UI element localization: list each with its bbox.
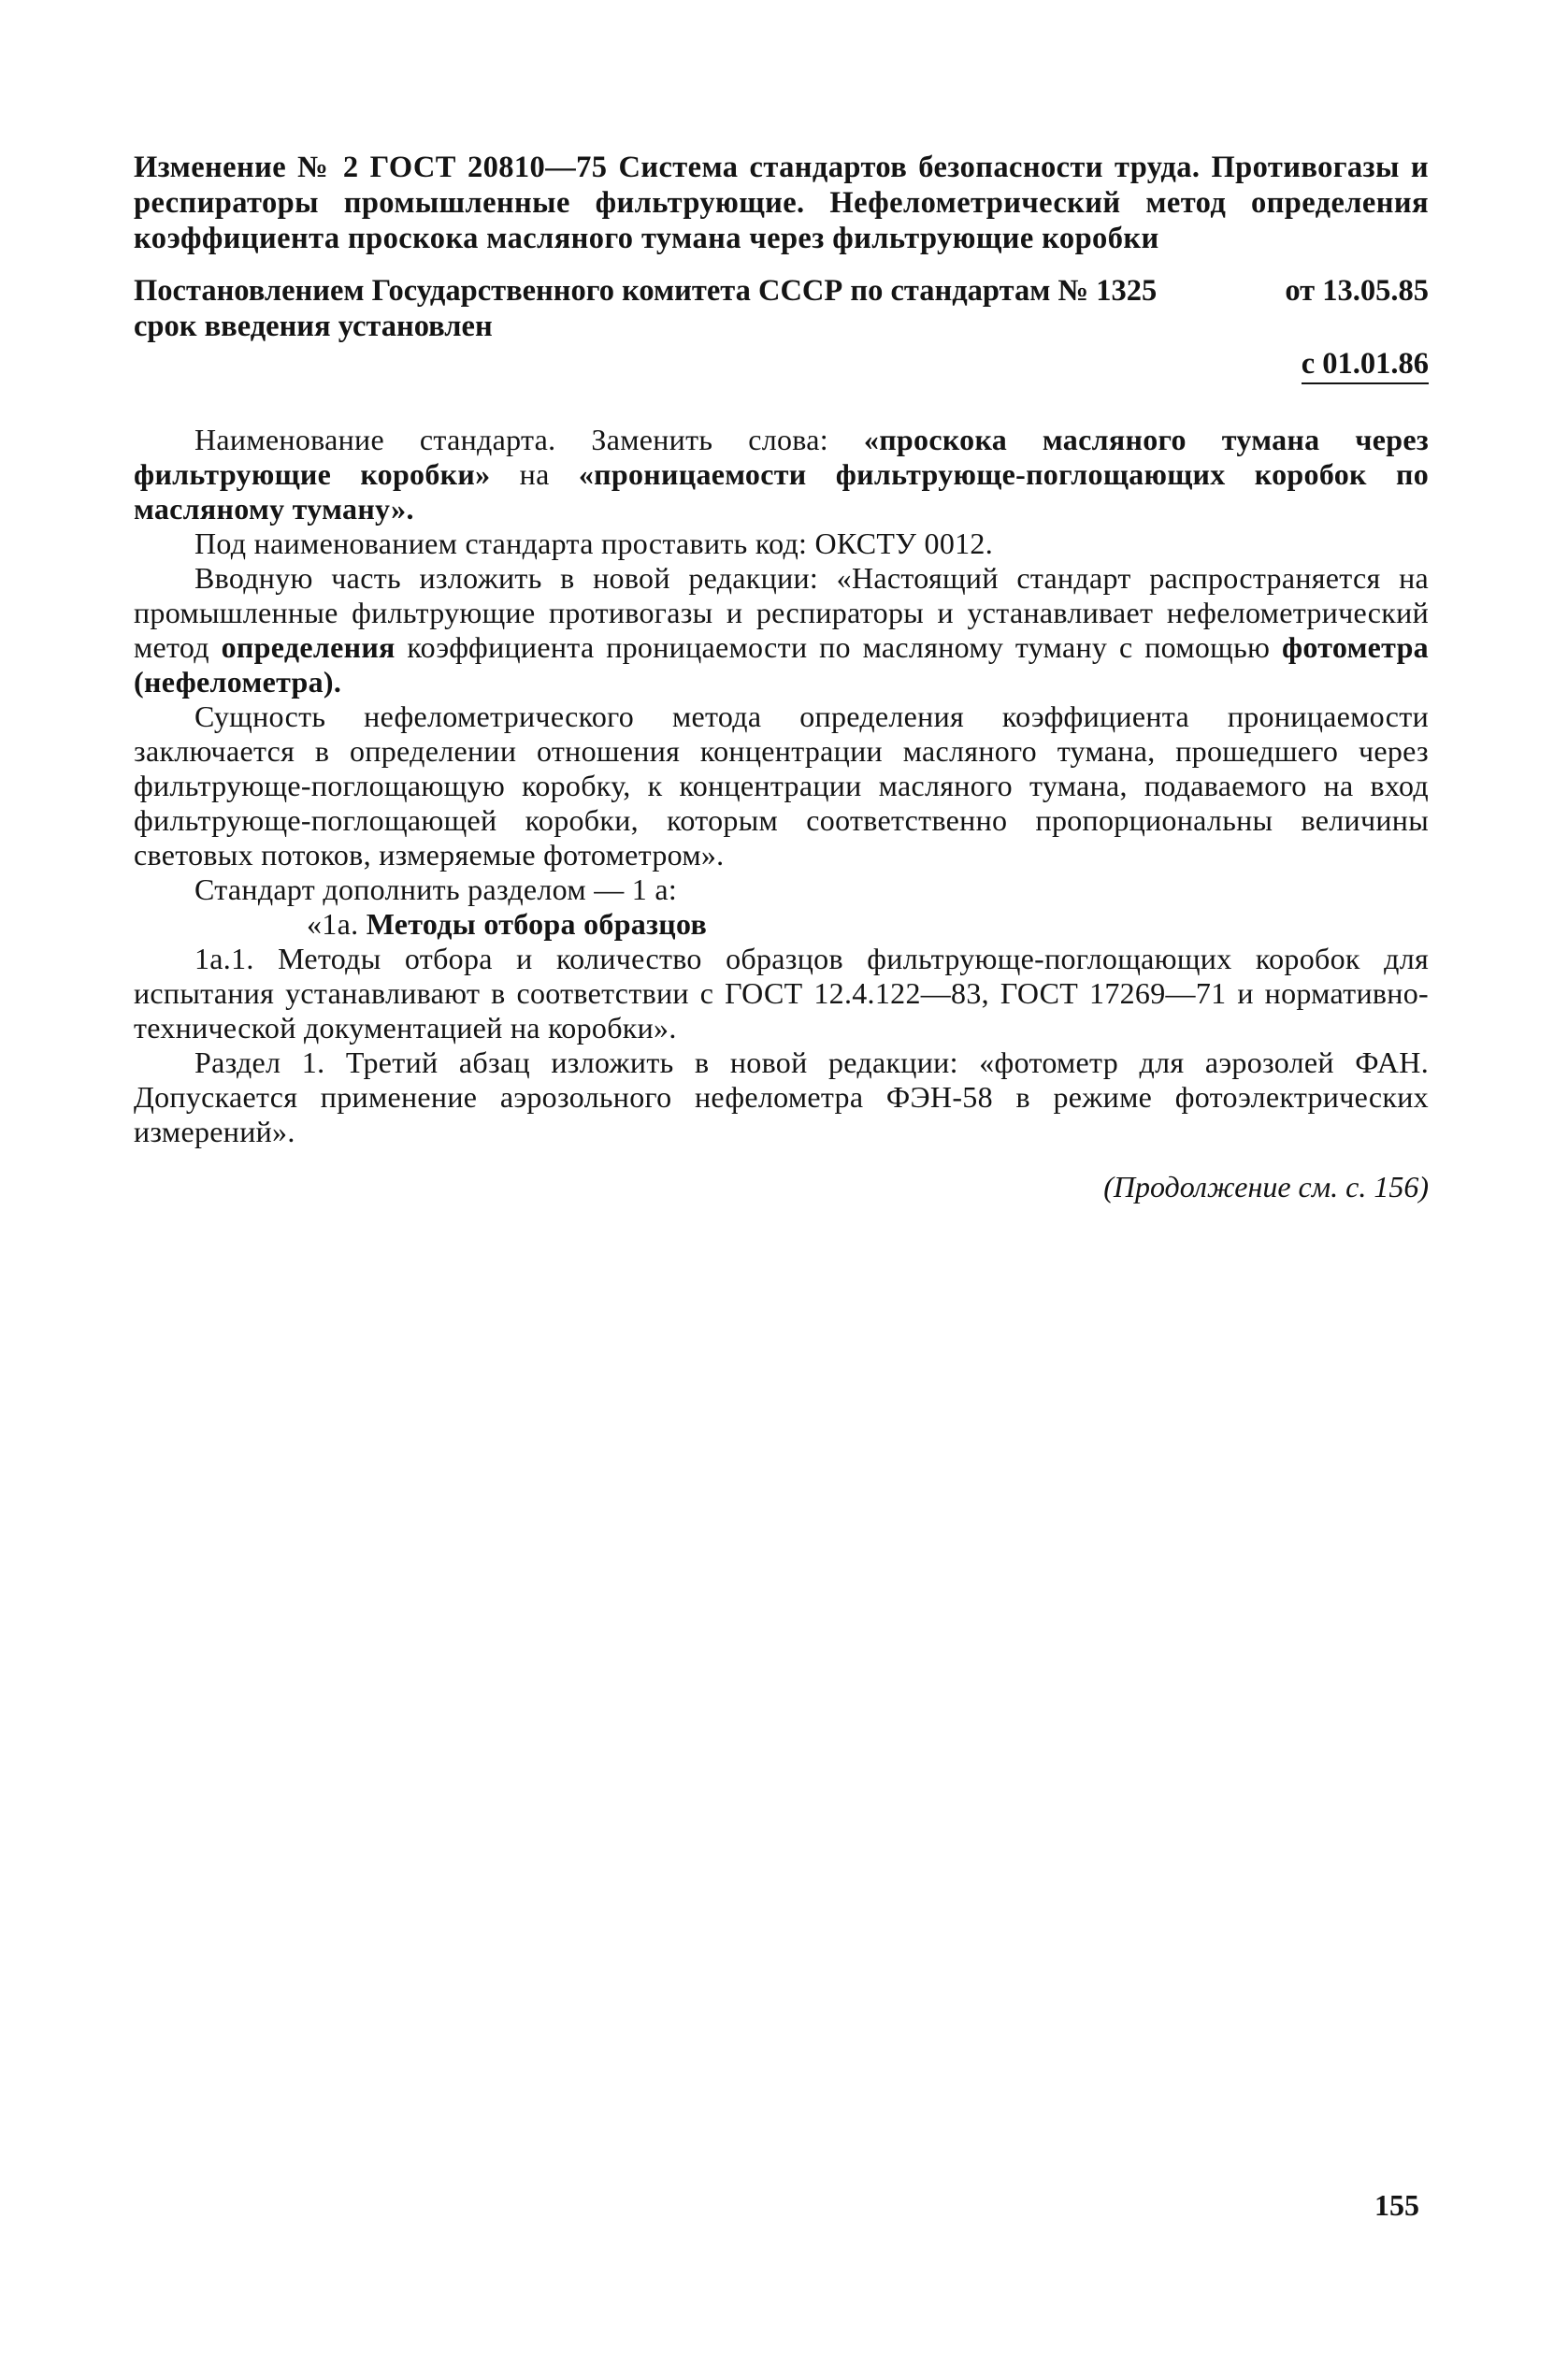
- intro-date-line: [134, 346, 1429, 382]
- paragraph-name-change: [134, 423, 1429, 526]
- p3-bold-determination: определения: [221, 630, 396, 664]
- p3-bold-photometer: фотометра (нефелометра).: [134, 630, 1429, 699]
- p1-old-words: «проскока масляного тумана через фильтрующие коробки»: [134, 423, 1429, 491]
- decree-text: Постановлением Государственного комитета СССР по стандартам № 1325 срок введения установлен: [134, 274, 1158, 343]
- decree-line: [134, 273, 1429, 344]
- page-number: 155: [1374, 2188, 1419, 2222]
- p1-mid: на: [490, 457, 579, 491]
- paragraph-intro: [134, 561, 1429, 699]
- p1-lead: Наименование стандарта. Заменить слова:: [194, 423, 864, 456]
- paragraph-section-1: Раздел 1. Третий абзац изложить в новой редакции: «фотометр для аэрозолей ФАН. Допускается применение аэрозольного нефелометра ФЭН-58 в режиме фотоэлектрических измерений».: [134, 1045, 1429, 1148]
- continuation-note: (Продолжение см. с. 156): [1103, 1170, 1429, 1204]
- document-title: Изменение № 2 ГОСТ 20810—75 Система стандартов безопасности труда. Противогазы и респираторы промышленные фильтрующие. Нефелометрический метод определения коэффициента проскока масляного тумана через фильтрующие коробки: [134, 151, 1429, 255]
- p1-new-words: «проницаемости фильтрующе-поглощающих коробок по масляному туману».: [134, 457, 1429, 526]
- paragraph-code: Под наименованием стандарта проставить код: ОКСТУ 0012.: [194, 526, 994, 560]
- p3-lead: Вводную часть изложить в новой редакции: «Настоящий стандарт распространяется на промышленные фильтрующие противогазы и респираторы и устанавливает нефелометрический метод: [134, 561, 1429, 664]
- paragraph-add-section: Стандарт дополнить разделом — 1 а:: [194, 872, 678, 906]
- section-title: Методы отбора образцов: [366, 907, 708, 941]
- document-page: [134, 150, 1429, 1204]
- paragraph-essence: Сущность нефелометрического метода определения коэффициента проницаемости заключается в определении отношения концентрации масляного тумана, прошедшего через фильтрующе-поглощающую коробку, к концентрации масляного тумана, подаваемого на вход фильтрующе-поглощающей коробки, которым соответственно пропорциональны величины световых потоков, измеряемые фотометром».: [134, 699, 1429, 872]
- intro-date: с 01.01.86: [1302, 347, 1429, 384]
- section-heading: [134, 907, 1429, 942]
- section-prefix: «1а.: [307, 907, 367, 941]
- decree-date: от 13.05.85: [1285, 274, 1429, 308]
- paragraph-sampling: 1а.1. Методы отбора и количество образцов фильтрующе-поглощающих коробок для испытания устанавливают в соответствии с ГОСТ 12.4.122—83, ГОСТ 17269—71 и нормативно-технической документацией на коробки».: [134, 942, 1429, 1045]
- p3-mid: коэффициента проницаемости по масляному туману с помощью: [395, 630, 1282, 664]
- document-body: [134, 423, 1429, 1149]
